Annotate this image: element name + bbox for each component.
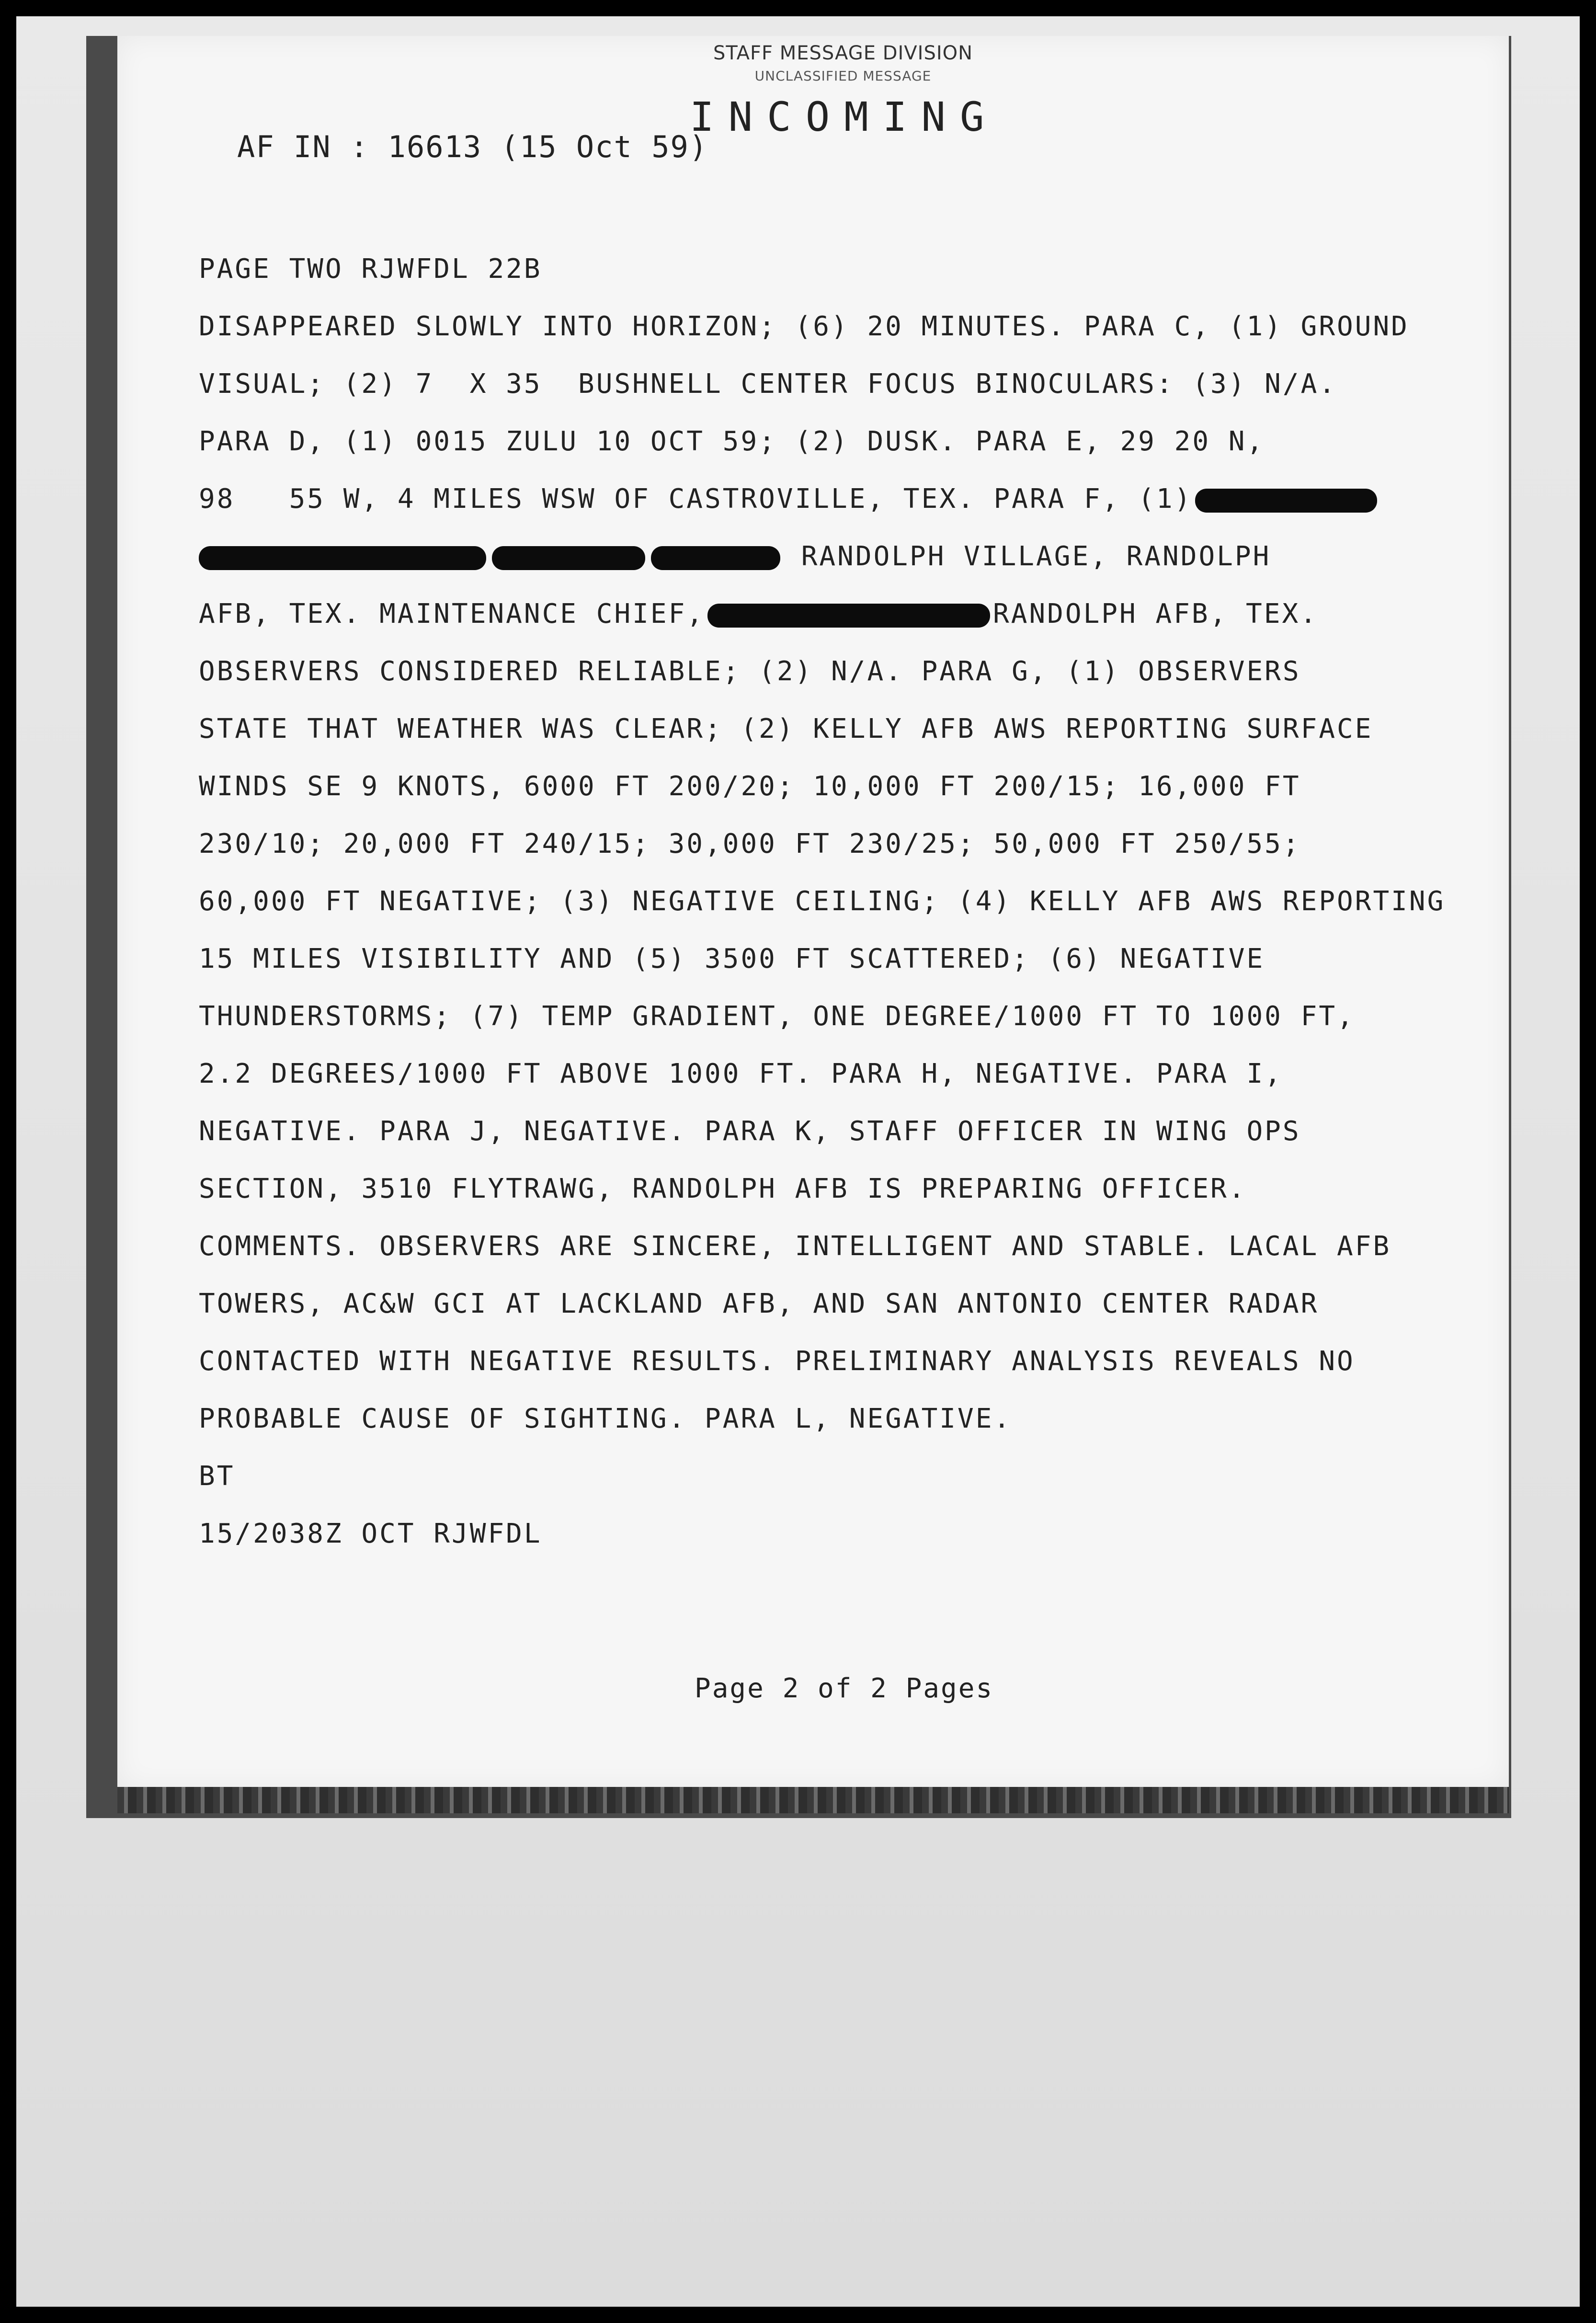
body-line: 15/2038Z OCT RJWFDL [199, 1518, 542, 1549]
af-in-number: AF IN : 16613 (15 Oct 59) [237, 129, 708, 164]
body-line: PARA D, (1) 0015 ZULU 10 OCT 59; (2) DUSK. PARA E, 29 20 N, [199, 426, 1265, 457]
body-line: 60,000 FT NEGATIVE; (3) NEGATIVE CEILING; (4) KELLY AFB AWS REPORTING [199, 886, 1446, 917]
division-header: STAFF MESSAGE DIVISION [713, 42, 973, 64]
redaction-bar [651, 546, 780, 570]
body-line: THUNDERSTORMS; (7) TEMP GRADIENT, ONE DEGREE/1000 FT TO 1000 FT, [199, 1001, 1355, 1032]
body-line: OBSERVERS CONSIDERED RELIABLE; (2) N/A. PARA G, (1) OBSERVERS [199, 656, 1301, 687]
body-line: 15 MILES VISIBILITY AND (5) 3500 FT SCATTERED; (6) NEGATIVE [199, 943, 1265, 974]
body-line: BT [199, 1461, 235, 1492]
classification-header: UNCLASSIFIED MESSAGE [754, 68, 932, 84]
body-line [199, 470, 1454, 528]
body-line [199, 585, 1454, 643]
body-line-text: RANDOLPH VILLAGE, RANDOLPH [801, 541, 1271, 572]
body-line: SECTION, 3510 FLYTRAWG, RANDOLPH AFB IS PREPARING OFFICER. [199, 1173, 1247, 1204]
page-number: Page 2 of 2 Pages [695, 1673, 994, 1704]
redaction-bar [707, 604, 990, 628]
body-line: TOWERS, AC&W GCI AT LACKLAND AFB, AND SAN ANTONIO CENTER RADAR [199, 1288, 1319, 1319]
body-line-text: 98 55 W, 4 MILES WSW OF CASTROVILLE, TEX. PARA F, (1) [199, 483, 1193, 515]
body-line: PROBABLE CAUSE OF SIGHTING. PARA L, NEGATIVE. [199, 1403, 1012, 1434]
body-line [199, 528, 1454, 585]
redaction-bar [1195, 489, 1377, 513]
message-body [199, 240, 1454, 1563]
body-line: COMMENTS. OBSERVERS ARE SINCERE, INTELLIGENT AND STABLE. LACAL AFB [199, 1231, 1391, 1262]
body-line: DISAPPEARED SLOWLY INTO HORIZON; (6) 20 MINUTES. PARA C, (1) GROUND [199, 311, 1409, 342]
body-line: 230/10; 20,000 FT 240/15; 30,000 FT 230/25; 50,000 FT 250/55; [199, 828, 1301, 859]
body-line: PAGE TWO RJWFDL 22B [199, 253, 542, 285]
body-line: VISUAL; (2) 7 X 35 BUSHNELL CENTER FOCUS BINOCULARS: (3) N/A. [199, 368, 1337, 400]
incoming-header: INCOMING [690, 93, 999, 140]
sheet-bottom-edge [117, 1787, 1509, 1813]
body-line: NEGATIVE. PARA J, NEGATIVE. PARA K, STAFF OFFICER IN WING OPS [199, 1116, 1301, 1147]
body-line-text: AFB, TEX. MAINTENANCE CHIEF, [199, 598, 705, 629]
body-line-text: RANDOLPH AFB, TEX. [993, 598, 1318, 629]
body-line: WINDS SE 9 KNOTS, 6000 FT 200/20; 10,000 FT 200/15; 16,000 FT [199, 771, 1301, 802]
body-line: CONTACTED WITH NEGATIVE RESULTS. PRELIMINARY ANALYSIS REVEALS NO [199, 1346, 1355, 1377]
redaction-bar [492, 546, 645, 570]
redaction-bar [199, 546, 486, 570]
body-line: STATE THAT WEATHER WAS CLEAR; (2) KELLY AFB AWS REPORTING SURFACE [199, 713, 1373, 744]
body-line: 2.2 DEGREES/1000 FT ABOVE 1000 FT. PARA H, NEGATIVE. PARA I, [199, 1058, 1283, 1089]
